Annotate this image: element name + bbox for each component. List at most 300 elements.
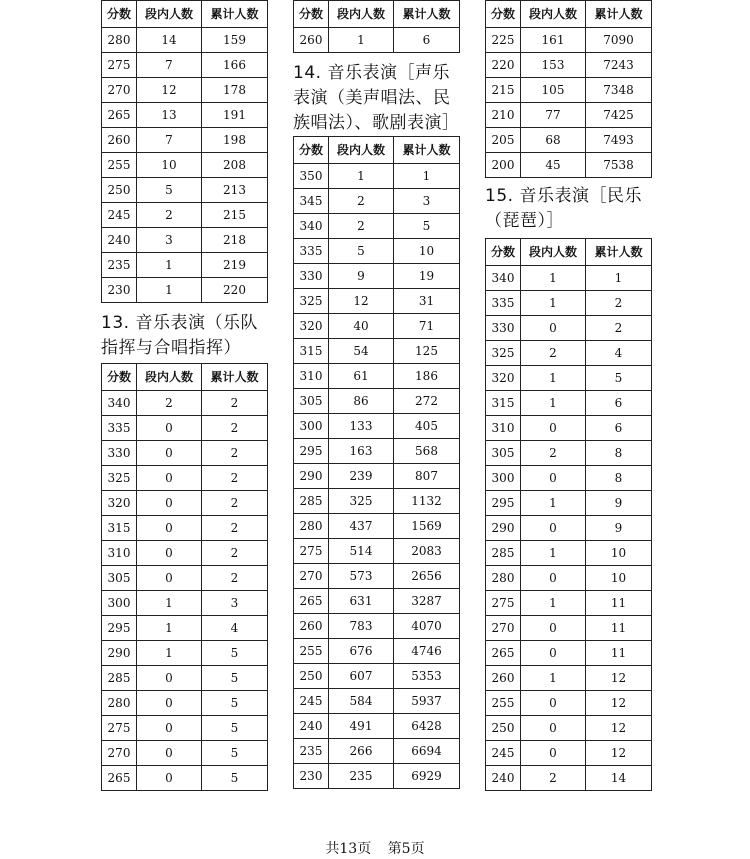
cell-cumulative-count: 159: [202, 28, 268, 53]
cell-score: 300: [102, 591, 137, 616]
table-row: [294, 264, 460, 289]
cell-score: 255: [102, 153, 137, 178]
cell-cumulative-count: 5353: [394, 664, 460, 689]
cell-band-count: 1: [521, 291, 586, 316]
table-row: [486, 516, 652, 541]
cell-band-count: 1: [329, 28, 394, 53]
cell-cumulative-count: 219: [202, 253, 268, 278]
table-row: [102, 541, 268, 566]
cell-band-count: 0: [521, 641, 586, 666]
cell-cumulative-count: 6428: [394, 714, 460, 739]
cell-cumulative-count: 6: [586, 391, 652, 416]
table-row: [486, 103, 652, 128]
table-row: [294, 314, 460, 339]
cell-band-count: 2: [329, 189, 394, 214]
table-row: [486, 566, 652, 591]
cell-band-count: 5: [137, 178, 202, 203]
table-row: [102, 278, 268, 303]
cell-band-count: 7: [137, 128, 202, 153]
cell-band-count: 0: [521, 741, 586, 766]
column-1: [101, 0, 267, 791]
cell-cumulative-count: 198: [202, 128, 268, 153]
cell-cumulative-count: 5: [394, 214, 460, 239]
cell-cumulative-count: 12: [586, 666, 652, 691]
table-row: [486, 716, 652, 741]
cell-score: 330: [486, 316, 521, 341]
table-row: [294, 714, 460, 739]
cell-cumulative-count: 3: [202, 591, 268, 616]
table-header-row: [102, 1, 268, 28]
cell-score: 345: [294, 189, 329, 214]
table-row: [486, 366, 652, 391]
header-score: 分数: [486, 1, 521, 28]
cell-cumulative-count: 8: [586, 466, 652, 491]
cell-score: 270: [294, 564, 329, 589]
header-band-count: 段内人数: [521, 1, 586, 28]
header-band-count: 段内人数: [137, 364, 202, 391]
cell-band-count: 5: [329, 239, 394, 264]
cell-cumulative-count: 5937: [394, 689, 460, 714]
cell-band-count: 163: [329, 439, 394, 464]
table-row: [102, 616, 268, 641]
cell-score: 300: [294, 414, 329, 439]
section-title-line: 13. 音乐表演（乐队: [101, 313, 258, 333]
cell-band-count: 68: [521, 128, 586, 153]
cell-score: 305: [294, 389, 329, 414]
table-header-row: [486, 239, 652, 266]
cell-band-count: 0: [521, 691, 586, 716]
cell-band-count: 133: [329, 414, 394, 439]
cell-cumulative-count: 11: [586, 641, 652, 666]
cell-cumulative-count: 4070: [394, 614, 460, 639]
cell-score: 270: [102, 741, 137, 766]
cell-cumulative-count: 31: [394, 289, 460, 314]
cell-band-count: 1: [521, 491, 586, 516]
cell-band-count: 161: [521, 28, 586, 53]
cell-score: 305: [486, 441, 521, 466]
cell-score: 260: [294, 28, 329, 53]
cell-score: 200: [486, 153, 521, 178]
table-header-row: [102, 364, 268, 391]
cell-band-count: 235: [329, 764, 394, 789]
cell-band-count: 1: [137, 591, 202, 616]
cell-score: 325: [486, 341, 521, 366]
cell-band-count: 3: [137, 228, 202, 253]
table-row: [294, 739, 460, 764]
table-row: [486, 291, 652, 316]
cell-band-count: 7: [137, 53, 202, 78]
cell-score: 245: [294, 689, 329, 714]
cell-cumulative-count: 2: [586, 316, 652, 341]
table-row: [294, 339, 460, 364]
cell-band-count: 2: [329, 214, 394, 239]
cell-cumulative-count: 5: [202, 691, 268, 716]
table-row: [102, 591, 268, 616]
cell-cumulative-count: 1: [394, 164, 460, 189]
cell-cumulative-count: 5: [202, 641, 268, 666]
cell-cumulative-count: 11: [586, 616, 652, 641]
header-band-count: 段内人数: [329, 137, 394, 164]
cell-cumulative-count: 71: [394, 314, 460, 339]
score-table: [293, 0, 460, 53]
table-row: [294, 389, 460, 414]
cell-score: 290: [486, 516, 521, 541]
section-title-line: 表演（美声唱法、民: [293, 88, 451, 108]
cell-score: 300: [486, 466, 521, 491]
cell-score: 265: [102, 103, 137, 128]
cell-band-count: 0: [521, 616, 586, 641]
cell-band-count: 0: [137, 416, 202, 441]
cell-band-count: 14: [137, 28, 202, 53]
cell-band-count: 0: [137, 516, 202, 541]
table-row: [486, 441, 652, 466]
cell-cumulative-count: 5: [202, 666, 268, 691]
table-row: [102, 666, 268, 691]
cell-score: 240: [294, 714, 329, 739]
table-row: [102, 466, 268, 491]
cell-score: 210: [486, 103, 521, 128]
cell-band-count: 0: [521, 316, 586, 341]
cell-band-count: 2: [521, 341, 586, 366]
cell-band-count: 13: [137, 103, 202, 128]
cell-cumulative-count: 5: [586, 366, 652, 391]
cell-score: 230: [294, 764, 329, 789]
table-row: [102, 103, 268, 128]
section-title-line: 指挥与合唱指挥）: [101, 338, 241, 358]
table-row: [102, 28, 268, 53]
cell-band-count: 0: [137, 441, 202, 466]
cell-band-count: 1: [521, 391, 586, 416]
cell-score: 205: [486, 128, 521, 153]
cell-cumulative-count: 11: [586, 591, 652, 616]
cell-score: 265: [294, 589, 329, 614]
cell-cumulative-count: 5: [202, 766, 268, 791]
table-row: [102, 691, 268, 716]
score-table: [485, 0, 652, 178]
header-cumulative-count: 累计人数: [394, 137, 460, 164]
cell-cumulative-count: 166: [202, 53, 268, 78]
table-row: [294, 539, 460, 564]
table-row: [294, 589, 460, 614]
cell-band-count: 437: [329, 514, 394, 539]
table-row: [486, 316, 652, 341]
table-row: [102, 516, 268, 541]
cell-cumulative-count: 218: [202, 228, 268, 253]
table-row: [486, 153, 652, 178]
cell-cumulative-count: 2: [202, 441, 268, 466]
cell-band-count: 1: [521, 366, 586, 391]
cell-band-count: 0: [137, 491, 202, 516]
cell-score: 240: [102, 228, 137, 253]
cell-band-count: 676: [329, 639, 394, 664]
table-row: [486, 666, 652, 691]
cell-cumulative-count: 568: [394, 439, 460, 464]
cell-cumulative-count: 2: [202, 466, 268, 491]
cell-cumulative-count: 10: [586, 541, 652, 566]
cell-band-count: 0: [137, 541, 202, 566]
cell-cumulative-count: 2: [202, 516, 268, 541]
cell-cumulative-count: 2: [202, 391, 268, 416]
cell-score: 235: [102, 253, 137, 278]
header-band-count: 段内人数: [521, 239, 586, 266]
cell-cumulative-count: 6929: [394, 764, 460, 789]
cell-cumulative-count: 7348: [586, 78, 652, 103]
cell-cumulative-count: 220: [202, 278, 268, 303]
table-row: [102, 391, 268, 416]
cell-band-count: 2: [137, 203, 202, 228]
cell-cumulative-count: 10: [394, 239, 460, 264]
cell-cumulative-count: 14: [586, 766, 652, 791]
cell-band-count: 0: [137, 566, 202, 591]
score-table: [101, 0, 268, 303]
cell-band-count: 61: [329, 364, 394, 389]
table-row: [102, 566, 268, 591]
cell-score: 315: [486, 391, 521, 416]
cell-score: 310: [102, 541, 137, 566]
table-row: [294, 464, 460, 489]
cell-band-count: 0: [521, 566, 586, 591]
header-cumulative-count: 累计人数: [394, 1, 460, 28]
header-band-count: 段内人数: [137, 1, 202, 28]
header-cumulative-count: 累计人数: [586, 1, 652, 28]
cell-score: 275: [102, 53, 137, 78]
cell-band-count: 54: [329, 339, 394, 364]
cell-score: 280: [294, 514, 329, 539]
cell-band-count: 1: [521, 266, 586, 291]
header-cumulative-count: 累计人数: [202, 364, 268, 391]
cell-cumulative-count: 7243: [586, 53, 652, 78]
cell-band-count: 12: [137, 78, 202, 103]
table-row: [102, 128, 268, 153]
cell-band-count: 1: [329, 164, 394, 189]
table-row: [294, 664, 460, 689]
table-header-row: [294, 137, 460, 164]
cell-score: 250: [294, 664, 329, 689]
cell-cumulative-count: 6: [394, 28, 460, 53]
page-footer: [0, 838, 750, 858]
section-title-line: 14. 音乐表演［声乐: [293, 63, 450, 83]
cell-score: 275: [102, 716, 137, 741]
cell-band-count: 573: [329, 564, 394, 589]
cell-band-count: 514: [329, 539, 394, 564]
cell-score: 220: [486, 53, 521, 78]
cell-score: 270: [486, 616, 521, 641]
section-title-15: [485, 184, 651, 234]
cell-cumulative-count: 186: [394, 364, 460, 389]
section-title-line: 族唱法）、歌剧表演］: [293, 113, 460, 133]
cell-cumulative-count: 3: [394, 189, 460, 214]
header-score: 分数: [102, 1, 137, 28]
cell-cumulative-count: 4746: [394, 639, 460, 664]
header-band-count: 段内人数: [329, 1, 394, 28]
cell-score: 245: [486, 741, 521, 766]
cell-band-count: 1: [137, 616, 202, 641]
cell-cumulative-count: 4: [202, 616, 268, 641]
cell-band-count: 239: [329, 464, 394, 489]
cell-cumulative-count: 2: [202, 416, 268, 441]
cell-score: 315: [102, 516, 137, 541]
cell-score: 265: [102, 766, 137, 791]
cell-cumulative-count: 807: [394, 464, 460, 489]
cell-score: 310: [294, 364, 329, 389]
cell-score: 290: [102, 641, 137, 666]
column-3: [485, 0, 651, 791]
cell-score: 305: [102, 566, 137, 591]
table-row: [294, 189, 460, 214]
table-row: [294, 414, 460, 439]
cell-cumulative-count: 2: [586, 291, 652, 316]
cell-score: 325: [294, 289, 329, 314]
table-row: [102, 766, 268, 791]
table-header-row: [294, 1, 460, 28]
cell-score: 320: [294, 314, 329, 339]
table-row: [486, 53, 652, 78]
table-row: [294, 239, 460, 264]
table-header-row: [486, 1, 652, 28]
table-row: [294, 364, 460, 389]
cell-band-count: 0: [137, 666, 202, 691]
table-row: [486, 391, 652, 416]
cell-cumulative-count: 2: [202, 541, 268, 566]
cell-cumulative-count: 7538: [586, 153, 652, 178]
score-table: [485, 238, 652, 791]
cell-cumulative-count: 5: [202, 741, 268, 766]
table-row: [486, 28, 652, 53]
cell-cumulative-count: 2083: [394, 539, 460, 564]
cell-band-count: 2: [137, 391, 202, 416]
table-row: [102, 416, 268, 441]
cell-band-count: 1: [137, 253, 202, 278]
cell-cumulative-count: 1132: [394, 489, 460, 514]
cell-band-count: 10: [137, 153, 202, 178]
cell-band-count: 45: [521, 153, 586, 178]
table-row: [486, 616, 652, 641]
cell-band-count: 0: [521, 516, 586, 541]
table-row: [294, 639, 460, 664]
section-title-line: 15. 音乐表演［民乐: [485, 186, 642, 206]
cell-score: 295: [486, 491, 521, 516]
cell-score: 295: [102, 616, 137, 641]
table-row: [486, 266, 652, 291]
table-row: [294, 164, 460, 189]
cell-band-count: 1: [521, 541, 586, 566]
cell-cumulative-count: 8: [586, 441, 652, 466]
cell-cumulative-count: 2: [202, 491, 268, 516]
cell-score: 270: [102, 78, 137, 103]
cell-cumulative-count: 1569: [394, 514, 460, 539]
cell-score: 330: [102, 441, 137, 466]
table-row: [486, 691, 652, 716]
table-row: [486, 591, 652, 616]
table-row: [102, 153, 268, 178]
score-table: [293, 136, 460, 789]
cell-score: 245: [102, 203, 137, 228]
cell-band-count: 77: [521, 103, 586, 128]
cell-band-count: 40: [329, 314, 394, 339]
cell-cumulative-count: 3287: [394, 589, 460, 614]
cell-cumulative-count: 10: [586, 566, 652, 591]
cell-score: 260: [102, 128, 137, 153]
table-row: [486, 416, 652, 441]
cell-cumulative-count: 405: [394, 414, 460, 439]
cell-score: 320: [102, 491, 137, 516]
cell-score: 285: [294, 489, 329, 514]
table-row: [102, 741, 268, 766]
table-row: [486, 766, 652, 791]
cell-cumulative-count: 7090: [586, 28, 652, 53]
section-title-13: [101, 311, 267, 361]
table-row: [294, 764, 460, 789]
cell-band-count: 584: [329, 689, 394, 714]
section-title-line: （琵琶）］: [485, 211, 564, 231]
cell-score: 320: [486, 366, 521, 391]
table-row: [102, 441, 268, 466]
cell-cumulative-count: 208: [202, 153, 268, 178]
cell-band-count: 607: [329, 664, 394, 689]
table-row: [102, 228, 268, 253]
cell-cumulative-count: 178: [202, 78, 268, 103]
header-score: 分数: [294, 1, 329, 28]
header-score: 分数: [102, 364, 137, 391]
cell-cumulative-count: 191: [202, 103, 268, 128]
cell-cumulative-count: 12: [586, 691, 652, 716]
cell-cumulative-count: 1: [586, 266, 652, 291]
table-row: [294, 214, 460, 239]
table-row: [102, 253, 268, 278]
table-row: [102, 53, 268, 78]
table-row: [294, 614, 460, 639]
cell-cumulative-count: 19: [394, 264, 460, 289]
table-row: [102, 641, 268, 666]
cell-cumulative-count: 9: [586, 491, 652, 516]
table-row: [294, 289, 460, 314]
cell-band-count: 0: [521, 716, 586, 741]
cell-band-count: 2: [521, 766, 586, 791]
cell-score: 335: [102, 416, 137, 441]
cell-score: 215: [486, 78, 521, 103]
cell-cumulative-count: 12: [586, 716, 652, 741]
cell-cumulative-count: 6694: [394, 739, 460, 764]
cell-score: 325: [102, 466, 137, 491]
cell-score: 310: [486, 416, 521, 441]
cell-score: 315: [294, 339, 329, 364]
cell-score: 275: [486, 591, 521, 616]
table-row: [486, 641, 652, 666]
total-pages: 共13页: [325, 841, 372, 857]
cell-band-count: 2: [521, 441, 586, 466]
cell-score: 260: [486, 666, 521, 691]
cell-score: 250: [486, 716, 521, 741]
cell-cumulative-count: 215: [202, 203, 268, 228]
header-cumulative-count: 累计人数: [586, 239, 652, 266]
cell-band-count: 12: [329, 289, 394, 314]
cell-cumulative-count: 4: [586, 341, 652, 366]
cell-cumulative-count: 2: [202, 566, 268, 591]
cell-cumulative-count: 272: [394, 389, 460, 414]
cell-band-count: 1: [137, 641, 202, 666]
cell-band-count: 325: [329, 489, 394, 514]
cell-score: 280: [102, 28, 137, 53]
cell-score: 275: [294, 539, 329, 564]
cell-band-count: 0: [137, 766, 202, 791]
header-cumulative-count: 累计人数: [202, 1, 268, 28]
table-row: [102, 716, 268, 741]
table-row: [294, 489, 460, 514]
header-score: 分数: [294, 137, 329, 164]
cell-band-count: 1: [137, 278, 202, 303]
cell-score: 240: [486, 766, 521, 791]
cell-score: 340: [486, 266, 521, 291]
